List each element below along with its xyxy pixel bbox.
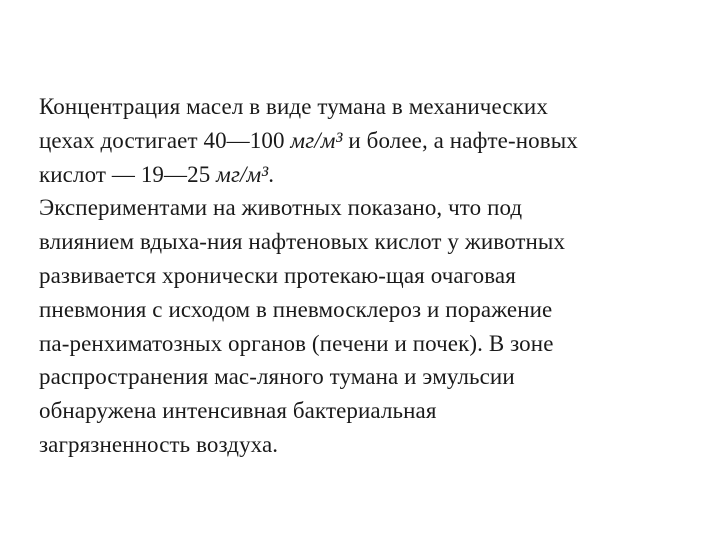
text-line: загрязненность воздуха. <box>39 431 279 457</box>
text-line: влиянием вдыха-ния нафтеновых кислот у животных <box>39 229 566 255</box>
text-segment: цехах достигает 40—100 <box>39 127 291 153</box>
text-line: пневмония с исходом в пневмосклероз и поражение <box>39 296 553 322</box>
unit-text: мг/м³ <box>216 161 269 187</box>
text-line <box>39 158 709 192</box>
text-segment: Концентрация масел в виде тумана в механических <box>39 94 548 119</box>
text-line: распространения мас-ляного тумана и эмульсии <box>39 364 515 390</box>
text-line: па-ренхиматозных органов (печени и почек). В зоне <box>39 330 554 356</box>
text-line <box>39 124 709 158</box>
text-segment: и более, а нафте-новых <box>342 127 578 153</box>
text-line <box>39 90 709 124</box>
body-text <box>39 90 709 462</box>
text-segment: кислот — 19—25 <box>39 161 217 187</box>
text-line: обнаружена интенсивная бактериальная <box>39 398 437 424</box>
unit-text: мг/м³ <box>290 127 343 153</box>
text-line: развивается хронически протекаю-щая очаговая <box>39 262 516 288</box>
text-line: Экспериментами на животных показано, что под <box>39 195 523 221</box>
text-segment: . <box>268 161 275 187</box>
